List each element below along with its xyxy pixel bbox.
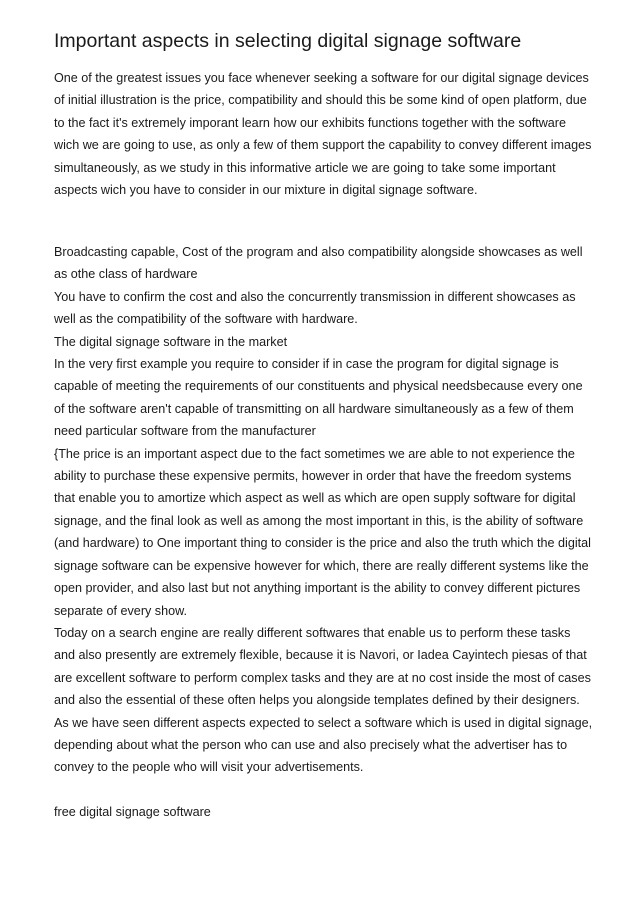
paragraph-market-heading: The digital signage software in the market <box>54 334 288 349</box>
intro-paragraph: One of the greatest issues you face whenever seeking a software for our digital signage devices of initial illustration is the price, compatibility and should this be some kind of open platform, due to the fact it's extremely imporant learn how our exhibits functions together with the software wich we are going to use, as only a few of them support the capability to convey different images simultaneously, as we study in this informative article we are going to take some important aspects wich you have to consider in our mixture in digital signage software. <box>54 71 592 198</box>
footer-link[interactable]: free digital signage software <box>54 805 211 820</box>
paragraph-broadcasting: Broadcasting capable, Cost of the program and also compatibility alongside showcases as well as othe class of hardware <box>54 245 583 282</box>
paragraph-conclusion: As we have seen different aspects expected to select a software which is used in digital signage, depending about what the person who can use and also precisely what the advertiser has to convey to the people who will visit your advertisements. <box>54 715 593 775</box>
paragraph-first-example: In the very first example you require to consider if in case the program for digital signage is capable of meeting the requirements of our constituents and physical needsbecause every one of the software aren't capable of transmitting on all hardware simultaneously as a few of them need particular software from the manufacturer <box>54 357 583 439</box>
paragraph-price: {The price is an important aspect due to the fact sometimes we are able to not experience the ability to purchase these expensive permits, however in order that have the freedom systems that enable you to amortize which aspect as well as which are open supply software for digital signage, and the final look as well as among the most important in this, is the ability of software (and hardware) to One important thing to consider is the price and also the truth which the digital signage software can be expensive however for which, there are really different systems like the open provider, and also last but not anything important is the ability to convey different pictures separate of every show. <box>54 446 591 618</box>
paragraph-search-engine: Today on a search engine are really different softwares that enable us to perform these tasks and also presently are extremely flexible, because it is Navori, or Iadea Cayintech piesas of that are excellent software to perform complex tasks and they are at no cost inside the most of cases and also the essential of these often helps you alongside templates defined by their designers. <box>54 625 591 708</box>
spacer <box>54 779 594 801</box>
paragraph-confirm-cost: You have to confirm the cost and also the concurrently transmission in different showcases as well as the compatibility of the software with hardware. <box>54 289 576 327</box>
page-title: Important aspects in selecting digital signage software <box>54 30 522 52</box>
article-body <box>54 241 594 824</box>
